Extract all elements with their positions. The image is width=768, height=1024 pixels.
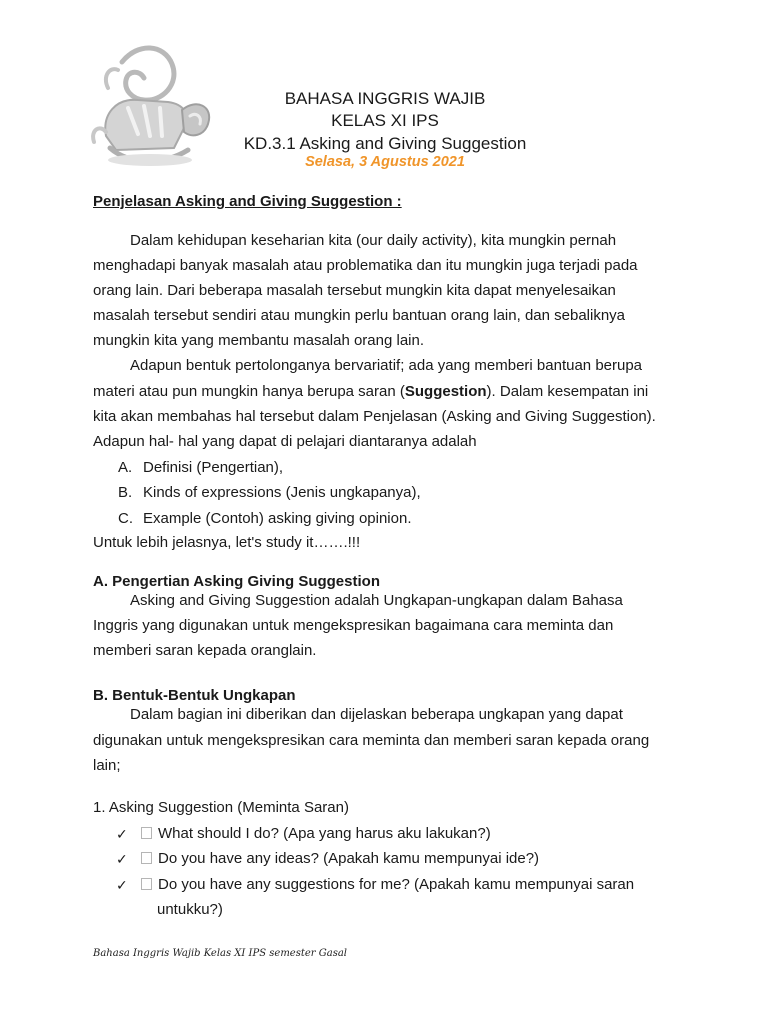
list-item — [118, 509, 412, 529]
intro-line: kita akan membahas hal tersebut dalam Penjelasan (Asking and Giving Suggestion). — [93, 408, 656, 425]
section-b-line: digunakan untuk mengekspresikan cara meminta dan memberi saran kepada orang — [93, 732, 650, 749]
intro-line: Dalam kehidupan keseharian kita (our daily activity), kita mungkin pernah — [130, 232, 617, 249]
intro-text: materi atau pun mungkin hanya berupa saran ( — [93, 383, 405, 400]
check-icon: ✓ — [116, 826, 128, 842]
list-text: Definisi (Pengertian), — [143, 459, 284, 476]
suggestion-keyword: Suggestion — [404, 383, 487, 400]
list-marker: B. — [118, 484, 133, 501]
page-footer: Bahasa Inggris Wajib Kelas XI IPS semester Gasal — [93, 948, 347, 959]
closing-line: Untuk lebih jelasnya, let's study it…….!!! — [93, 534, 361, 551]
intro-line: masalah tersebut sendiri atau mungkin perlu bantuan orang lain, dan sebaliknya — [93, 307, 626, 324]
list-item — [118, 458, 284, 478]
check-icon: ✓ — [116, 851, 128, 867]
doc-title: BAHASA INGGRIS WAJIB — [284, 89, 486, 108]
list-text: Kinds of expressions (Jenis ungkapanya), — [143, 484, 421, 501]
section-heading: Penjelasan Asking and Giving Suggestion : — [93, 193, 402, 210]
list-marker: A. — [118, 459, 133, 476]
intro-line: Adapun bentuk pertolonganya bervariatif; ada yang memberi bantuan berupa — [130, 357, 643, 374]
intro-line: menghadapi banyak masalah atau problematika dan itu mungkin juga terjadi pada — [93, 257, 638, 274]
section-b-line: lain; — [93, 757, 121, 774]
section-a-title: A. Pengertian Asking Giving Suggestion — [93, 573, 380, 590]
checkbox-icon — [141, 827, 152, 839]
section-a-line: Asking and Giving Suggestion adalah Ungkapan-ungkapan dalam Bahasa — [130, 592, 623, 609]
list-marker: C. — [118, 510, 133, 527]
checkbox-icon — [141, 878, 152, 890]
asking-item-cont: untukku?) — [157, 901, 223, 918]
intro-line — [93, 382, 648, 402]
asking-item-text: Do you have any ideas? (Apakah kamu mempunyai ide?) — [158, 850, 540, 867]
intro-line: mungkin kita yang membantu masalah orang lain. — [93, 332, 425, 349]
check-icon: ✓ — [116, 877, 128, 893]
asking-item — [141, 824, 491, 844]
section-a-line: Inggris yang digunakan untuk mengekspresikan bagaimana cara meminta dan — [93, 617, 614, 634]
section-b-title: B. Bentuk-Bentuk Ungkapan — [93, 687, 296, 704]
doc-kd: KD.3.1 Asking and Giving Suggestion — [243, 134, 527, 153]
section-b-line: Dalam bagian ini diberikan dan dijelaskan beberapa ungkapan yang dapat — [130, 706, 623, 723]
doc-class: KELAS XI IPS — [331, 111, 439, 130]
intro-text: ). Dalam kesempatan ini — [486, 383, 649, 400]
asking-item — [141, 849, 539, 869]
asking-title: 1. Asking Suggestion (Meminta Saran) — [93, 799, 349, 816]
list-text: Example (Contoh) asking giving opinion. — [143, 510, 412, 527]
checkbox-icon — [141, 852, 152, 864]
doc-date: Selasa, 3 Agustus 2021 — [305, 154, 465, 170]
intro-line: orang lain. Dari beberapa masalah tersebut mungkin kita dapat menyelesaikan — [93, 282, 616, 299]
asking-item — [141, 875, 634, 895]
intro-line: Adapun hal- hal yang dapat di pelajari diantaranya adalah — [93, 433, 477, 450]
list-item — [118, 483, 421, 503]
asking-item-text: What should I do? (Apa yang harus aku lakukan?) — [158, 825, 491, 842]
section-a-line: memberi saran kepada oranglain. — [93, 642, 317, 659]
asking-item-text: Do you have any suggestions for me? (Apakah kamu mempunyai saran — [158, 876, 635, 893]
